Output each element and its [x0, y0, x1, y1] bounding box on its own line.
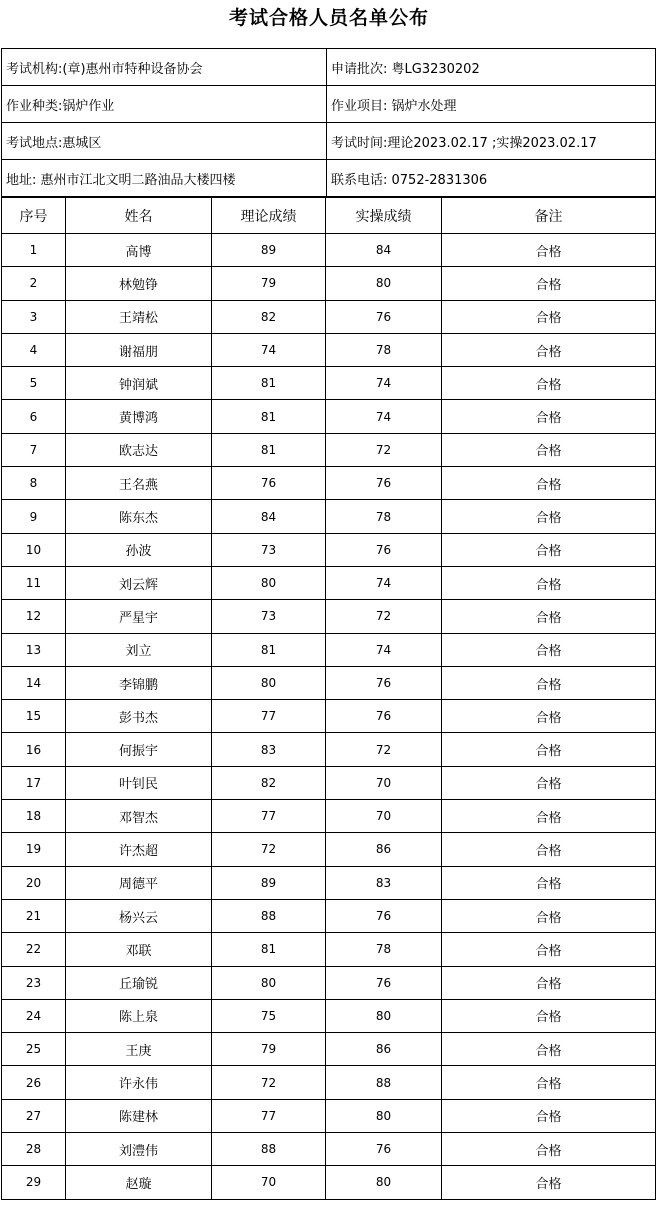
theory-score: 81: [212, 633, 326, 666]
row-index: 19: [2, 833, 66, 866]
table-row: [2, 500, 656, 533]
remark: 合格: [442, 1166, 656, 1199]
practical-score: 78: [326, 933, 442, 966]
candidate-name: 彭书杰: [66, 700, 212, 733]
candidate-name: 谢福朋: [66, 333, 212, 366]
remark: 合格: [442, 700, 656, 733]
remark: 合格: [442, 400, 656, 433]
remark: 合格: [442, 234, 656, 267]
remark: 合格: [442, 1099, 656, 1132]
row-index: 22: [2, 933, 66, 966]
row-index: 6: [2, 400, 66, 433]
theory-score: 81: [212, 367, 326, 400]
practical-score: 76: [326, 1133, 442, 1166]
column-header-theory-score: 理论成绩: [212, 198, 326, 234]
candidate-name: 叶钊民: [66, 766, 212, 799]
candidate-name: 孙波: [66, 533, 212, 566]
table-row: [2, 300, 656, 333]
theory-score: 72: [212, 1066, 326, 1099]
practical-score: 78: [326, 500, 442, 533]
remark: 合格: [442, 899, 656, 932]
practical-score: 88: [326, 1066, 442, 1099]
practical-score: 70: [326, 766, 442, 799]
row-index: 21: [2, 899, 66, 932]
row-index: 11: [2, 566, 66, 599]
remark: 合格: [442, 433, 656, 466]
candidate-name: 王靖松: [66, 300, 212, 333]
candidate-name: 赵璇: [66, 1166, 212, 1199]
table-row: [2, 766, 656, 799]
candidate-name: 严星宇: [66, 600, 212, 633]
page-title: 考试合格人员名单公布: [228, 7, 429, 29]
candidate-name: 杨兴云: [66, 899, 212, 932]
theory-score: 70: [212, 1166, 326, 1199]
table-row: [2, 733, 656, 766]
candidate-name: 黄博鸿: [66, 400, 212, 433]
candidate-name: 刘立: [66, 633, 212, 666]
candidate-name: 邓联: [66, 933, 212, 966]
remark: 合格: [442, 666, 656, 699]
remark: 合格: [442, 500, 656, 533]
practical-score: 76: [326, 700, 442, 733]
theory-score: 72: [212, 833, 326, 866]
theory-score: 77: [212, 800, 326, 833]
remark: 合格: [442, 800, 656, 833]
theory-score: 80: [212, 566, 326, 599]
candidate-name: 周德平: [66, 866, 212, 899]
candidate-name: 刘澧伟: [66, 1133, 212, 1166]
row-index: 29: [2, 1166, 66, 1199]
practical-score: 74: [326, 367, 442, 400]
practical-score: 74: [326, 633, 442, 666]
row-index: 23: [2, 966, 66, 999]
practical-score: 78: [326, 333, 442, 366]
candidate-name: 王名燕: [66, 467, 212, 500]
table-row: [2, 600, 656, 633]
practical-score: 76: [326, 666, 442, 699]
table-row: [2, 1033, 656, 1066]
info-row: [2, 160, 656, 197]
practical-score: 83: [326, 866, 442, 899]
theory-score: 81: [212, 433, 326, 466]
table-header-row: [2, 198, 656, 234]
table-row: [2, 400, 656, 433]
exam-time: 考试时间:理论2023.02.17 ;实操2023.02.17: [327, 123, 656, 160]
practical-score: 76: [326, 533, 442, 566]
table-row: [2, 833, 656, 866]
job-item: 作业项目: 锅炉水处理: [327, 86, 656, 123]
remark: 合格: [442, 833, 656, 866]
info-row: [2, 49, 656, 86]
theory-score: 81: [212, 933, 326, 966]
column-header-remark: 备注: [442, 198, 656, 234]
theory-score: 80: [212, 966, 326, 999]
candidate-name: 刘云辉: [66, 566, 212, 599]
theory-score: 83: [212, 733, 326, 766]
candidate-name: 许杰超: [66, 833, 212, 866]
theory-score: 79: [212, 267, 326, 300]
table-row: [2, 1133, 656, 1166]
row-index: 27: [2, 1099, 66, 1132]
remark: 合格: [442, 766, 656, 799]
row-index: 28: [2, 1133, 66, 1166]
address: 地址: 惠州市江北文明二路油品大楼四楼: [2, 160, 327, 197]
theory-score: 88: [212, 899, 326, 932]
candidate-name: 高博: [66, 234, 212, 267]
remark: 合格: [442, 333, 656, 366]
info-row: [2, 86, 656, 123]
table-body: [2, 234, 656, 1200]
table-row: [2, 267, 656, 300]
row-index: 3: [2, 300, 66, 333]
practical-score: 72: [326, 733, 442, 766]
candidate-name: 钟润斌: [66, 367, 212, 400]
practical-score: 74: [326, 566, 442, 599]
table-row: [2, 333, 656, 366]
info-row: [2, 123, 656, 160]
theory-score: 75: [212, 999, 326, 1032]
theory-score: 84: [212, 500, 326, 533]
theory-score: 89: [212, 866, 326, 899]
remark: 合格: [442, 267, 656, 300]
theory-score: 88: [212, 1133, 326, 1166]
practical-score: 80: [326, 267, 442, 300]
practical-score: 86: [326, 1033, 442, 1066]
practical-score: 80: [326, 1099, 442, 1132]
remark: 合格: [442, 300, 656, 333]
table-row: [2, 800, 656, 833]
practical-score: 70: [326, 800, 442, 833]
remark: 合格: [442, 633, 656, 666]
remark: 合格: [442, 367, 656, 400]
theory-score: 73: [212, 600, 326, 633]
remark: 合格: [442, 600, 656, 633]
table-row: [2, 234, 656, 267]
candidate-name: 林勉铮: [66, 267, 212, 300]
row-index: 7: [2, 433, 66, 466]
column-header-name: 姓名: [66, 198, 212, 234]
table-row: [2, 633, 656, 666]
practical-score: 80: [326, 999, 442, 1032]
row-index: 13: [2, 633, 66, 666]
row-index: 18: [2, 800, 66, 833]
table-row: [2, 367, 656, 400]
remark: 合格: [442, 566, 656, 599]
theory-score: 76: [212, 467, 326, 500]
practical-score: 74: [326, 400, 442, 433]
table-row: [2, 866, 656, 899]
row-index: 1: [2, 234, 66, 267]
practical-score: 76: [326, 300, 442, 333]
candidate-name: 王庚: [66, 1033, 212, 1066]
remark: 合格: [442, 1033, 656, 1066]
candidate-name: 何振宇: [66, 733, 212, 766]
row-index: 17: [2, 766, 66, 799]
candidate-name: 欧志达: [66, 433, 212, 466]
row-index: 15: [2, 700, 66, 733]
remark: 合格: [442, 1066, 656, 1099]
practical-score: 72: [326, 600, 442, 633]
table-row: [2, 933, 656, 966]
row-index: 12: [2, 600, 66, 633]
theory-score: 80: [212, 666, 326, 699]
application-batch: 申请批次: 粤LG3230202: [327, 49, 656, 86]
remark: 合格: [442, 1133, 656, 1166]
results-table: [1, 197, 656, 1200]
remark: 合格: [442, 933, 656, 966]
column-header-practical-score: 实操成绩: [326, 198, 442, 234]
table-row: [2, 966, 656, 999]
candidate-name: 丘瑜锐: [66, 966, 212, 999]
row-index: 4: [2, 333, 66, 366]
exam-org: 考试机构:(章)惠州市特种设备协会: [2, 49, 327, 86]
theory-score: 77: [212, 1099, 326, 1132]
remark: 合格: [442, 733, 656, 766]
candidate-name: 许永伟: [66, 1066, 212, 1099]
practical-score: 76: [326, 899, 442, 932]
candidate-name: 陈东杰: [66, 500, 212, 533]
candidate-name: 李锦鹏: [66, 666, 212, 699]
job-type: 作业种类:锅炉作业: [2, 86, 327, 123]
practical-score: 80: [326, 1166, 442, 1199]
practical-score: 86: [326, 833, 442, 866]
candidate-name: 陈上泉: [66, 999, 212, 1032]
exam-location: 考试地点:惠城区: [2, 123, 327, 160]
table-row: [2, 467, 656, 500]
row-index: 26: [2, 1066, 66, 1099]
table-row: [2, 666, 656, 699]
theory-score: 77: [212, 700, 326, 733]
row-index: 20: [2, 866, 66, 899]
practical-score: 76: [326, 467, 442, 500]
remark: 合格: [442, 866, 656, 899]
theory-score: 81: [212, 400, 326, 433]
table-row: [2, 999, 656, 1032]
row-index: 14: [2, 666, 66, 699]
row-index: 5: [2, 367, 66, 400]
table-row: [2, 566, 656, 599]
table-row: [2, 533, 656, 566]
table-row: [2, 433, 656, 466]
row-index: 10: [2, 533, 66, 566]
practical-score: 76: [326, 966, 442, 999]
practical-score: 84: [326, 234, 442, 267]
row-index: 24: [2, 999, 66, 1032]
theory-score: 74: [212, 333, 326, 366]
row-index: 8: [2, 467, 66, 500]
theory-score: 82: [212, 300, 326, 333]
theory-score: 79: [212, 1033, 326, 1066]
practical-score: 72: [326, 433, 442, 466]
remark: 合格: [442, 966, 656, 999]
exam-info-table: [1, 48, 656, 197]
candidate-name: 邓智杰: [66, 800, 212, 833]
row-index: 9: [2, 500, 66, 533]
theory-score: 89: [212, 234, 326, 267]
remark: 合格: [442, 467, 656, 500]
remark: 合格: [442, 999, 656, 1032]
row-index: 16: [2, 733, 66, 766]
table-row: [2, 1099, 656, 1132]
table-row: [2, 1166, 656, 1199]
remark: 合格: [442, 533, 656, 566]
theory-score: 82: [212, 766, 326, 799]
candidate-name: 陈建林: [66, 1099, 212, 1132]
table-row: [2, 1066, 656, 1099]
row-index: 25: [2, 1033, 66, 1066]
table-row: [2, 700, 656, 733]
table-row: [2, 899, 656, 932]
theory-score: 73: [212, 533, 326, 566]
contact-phone: 联系电话: 0752-2831306: [327, 160, 656, 197]
column-header-index: 序号: [2, 198, 66, 234]
row-index: 2: [2, 267, 66, 300]
